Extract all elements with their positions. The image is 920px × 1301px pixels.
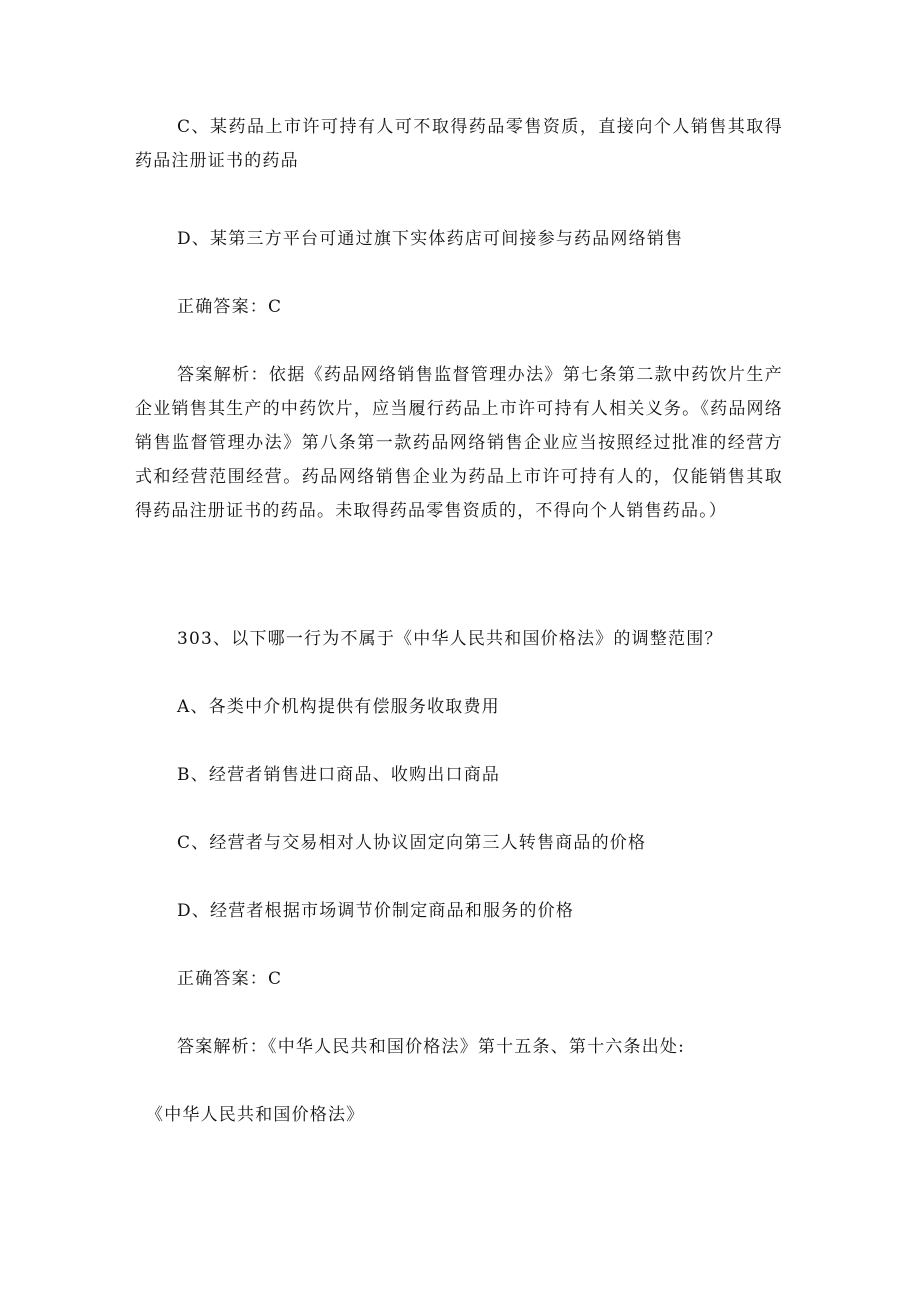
q303-option-c: C、经营者与交易相对人协议固定向第三人转售商品的价格 — [177, 833, 647, 853]
q302-option-d: D、某第三方平台可通过旗下实体药店可间接参与药品网络销售 — [177, 229, 684, 249]
q302-explanation: 答案解析：依据《药品网络销售监督管理办法》第七条第二款中药饮片生产企业销售其生产的中药饮片，应当履行药品上市许可持有人相关义务。《药品网络销售监督管理办法》第八条第一款药品网络销售企业应当按照经过批准的经营方式和经营范围经营。药品网络销售企业为药品上市许可持有人的，仅能销售其取得药品注册证书的药品。未取得药品零售资质的，不得向个人销售药品。） — [135, 365, 783, 521]
q303-source: 《中华人民共和国价格法》 — [146, 1105, 365, 1125]
q303-question: 303、以下哪一行为不属于《中华人民共和国价格法》的调整范围？ — [177, 629, 723, 649]
q303-explanation: 答案解析：《中华人民共和国价格法》第十五条、第十六条出处: — [177, 1037, 686, 1057]
q302-option-c: C、某药品上市许可持有人可不取得药品零售资质，直接向个人销售其取得药品注册证书的药品 — [135, 117, 783, 171]
q302-answer: 正确答案：C — [177, 297, 283, 317]
q303-answer: 正确答案：C — [177, 969, 283, 989]
q303-option-a: A、各类中介机构提供有偿服务收取费用 — [177, 697, 500, 717]
q303-option-b: B、经营者销售进口商品、收购出口商品 — [177, 765, 501, 785]
q303-option-d: D、经营者根据市场调节价制定商品和服务的价格 — [177, 901, 575, 921]
